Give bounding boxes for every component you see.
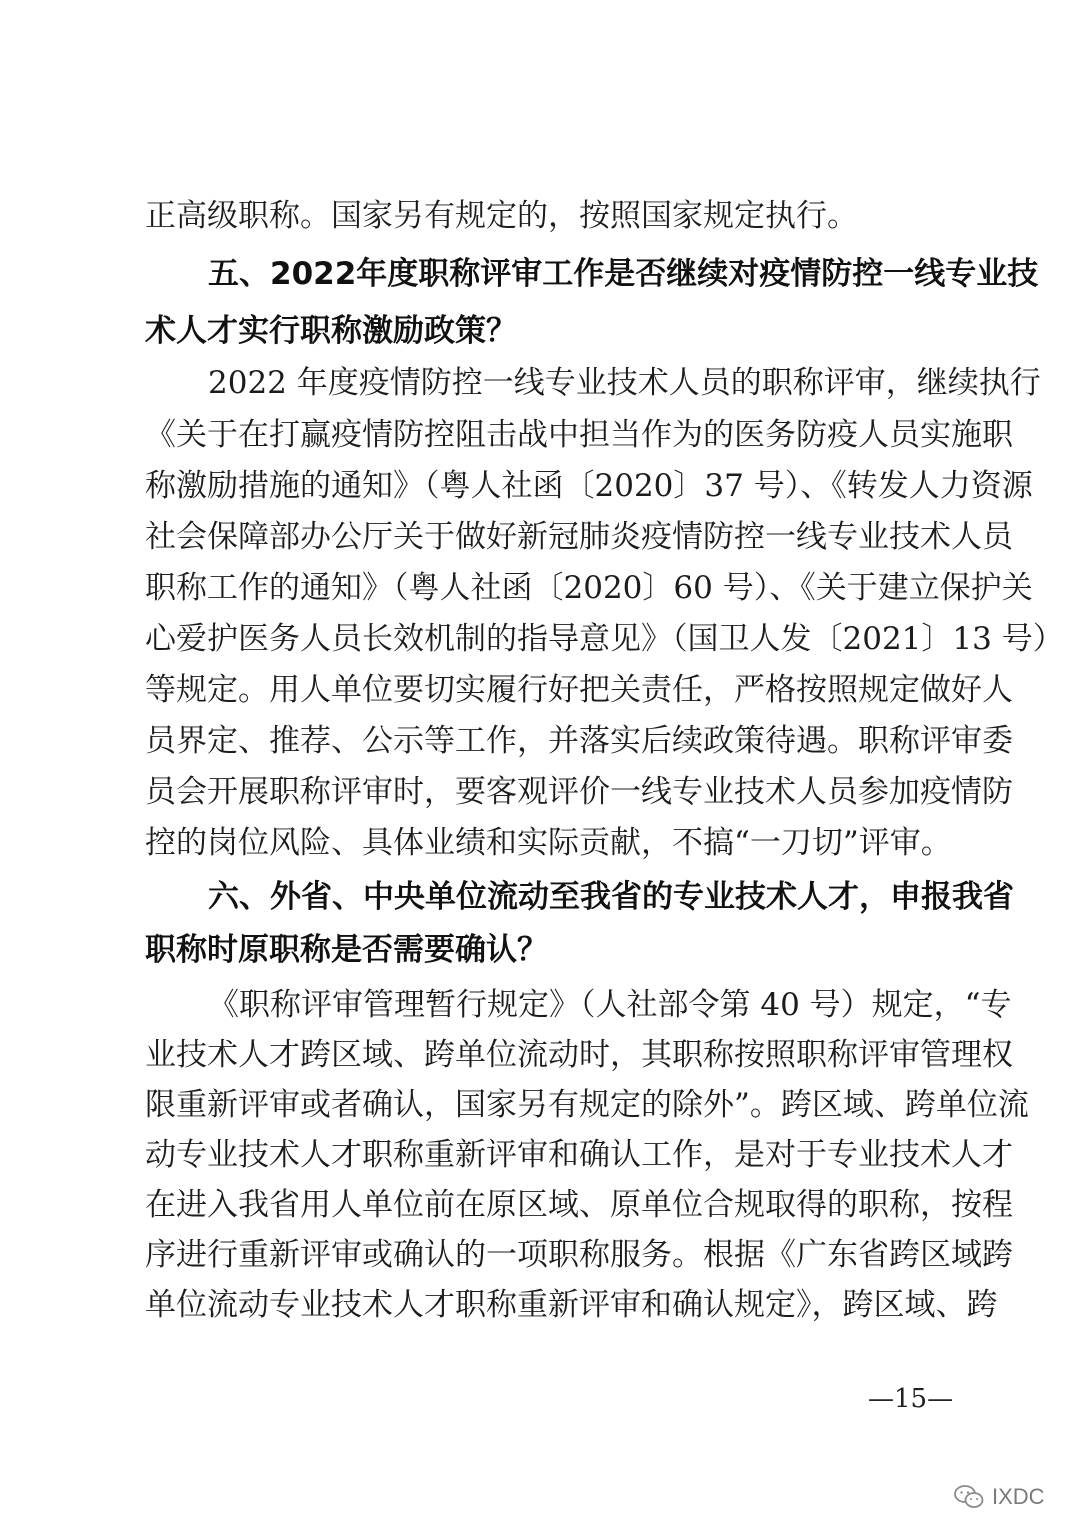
body-text-line: 员会开展职称评审时，要客观评价一线专业技术人员参加疫情防 [145, 774, 1013, 810]
watermark [954, 1482, 1045, 1512]
body-text-line: 《职称评审管理暂行规定》（人社部令第 40 号）规定，“专 [208, 987, 1012, 1023]
body-text-line: 限重新评审或者确认，国家另有规定的除外”。跨区域、跨单位流 [145, 1087, 1029, 1123]
body-text-line: 业技术人才跨区域、跨单位流动时，其职称按照职称评审管理权 [145, 1037, 1013, 1073]
body-text-line: 序进行重新评审或确认的一项职称服务。根据《广东省跨区域跨 [145, 1237, 1013, 1273]
page-number: —15— [868, 1384, 954, 1414]
section-heading-6-cont: 职称时原职称是否需要确认？ [145, 932, 548, 968]
body-text-line: 心爱护医务人员长效机制的指导意见》（国卫人发〔2021〕13 号） [145, 621, 1064, 657]
body-text-line: 《关于在打赢疫情防控阻击战中担当作为的医务防疫人员实施职 [145, 417, 1013, 453]
body-text-line: 2022 年度疫情防控一线专业技术人员的职称评审，继续执行 [208, 365, 1041, 401]
wechat-icon [954, 1484, 984, 1510]
body-text-line: 社会保障部办公厅关于做好新冠肺炎疫情防控一线专业技术人员 [145, 519, 1013, 555]
body-text-line: 等规定。用人单位要切实履行好把关责任，严格按照规定做好人 [145, 672, 1013, 708]
body-text-line: 单位流动专业技术人才职称重新评审和确认规定》，跨区域、跨 [145, 1287, 998, 1323]
section-heading-6: 六、外省、中央单位流动至我省的专业技术人才，申报我省 [208, 879, 1014, 915]
section-heading-5-cont: 术人才实行职称激励政策？ [145, 313, 517, 349]
body-text-line: 动专业技术人才职称重新评审和确认工作，是对于专业技术人才 [145, 1137, 1013, 1173]
section-heading-5: 五、2022年度职称评审工作是否继续对疫情防控一线专业技 [208, 256, 1039, 292]
body-text-line: 职称工作的通知》（粤人社函〔2020〕60 号）、《关于建立保护关 [145, 570, 1033, 606]
body-text-line: 称激励措施的通知》（粤人社函〔2020〕37 号）、《转发人力资源 [145, 468, 1033, 504]
body-text-line: 正高级职称。国家另有规定的，按照国家规定执行。 [145, 198, 858, 234]
body-text-line: 控的岗位风险、具体业绩和实际贡献，不搞“一刀切”评审。 [145, 825, 952, 861]
body-text-line: 在进入我省用人单位前在原区域、原单位合规取得的职称，按程 [145, 1187, 1013, 1223]
watermark-text: IXDC [992, 1484, 1045, 1509]
body-text-line: 员界定、推荐、公示等工作，并落实后续政策待遇。职称评审委 [145, 723, 1013, 759]
